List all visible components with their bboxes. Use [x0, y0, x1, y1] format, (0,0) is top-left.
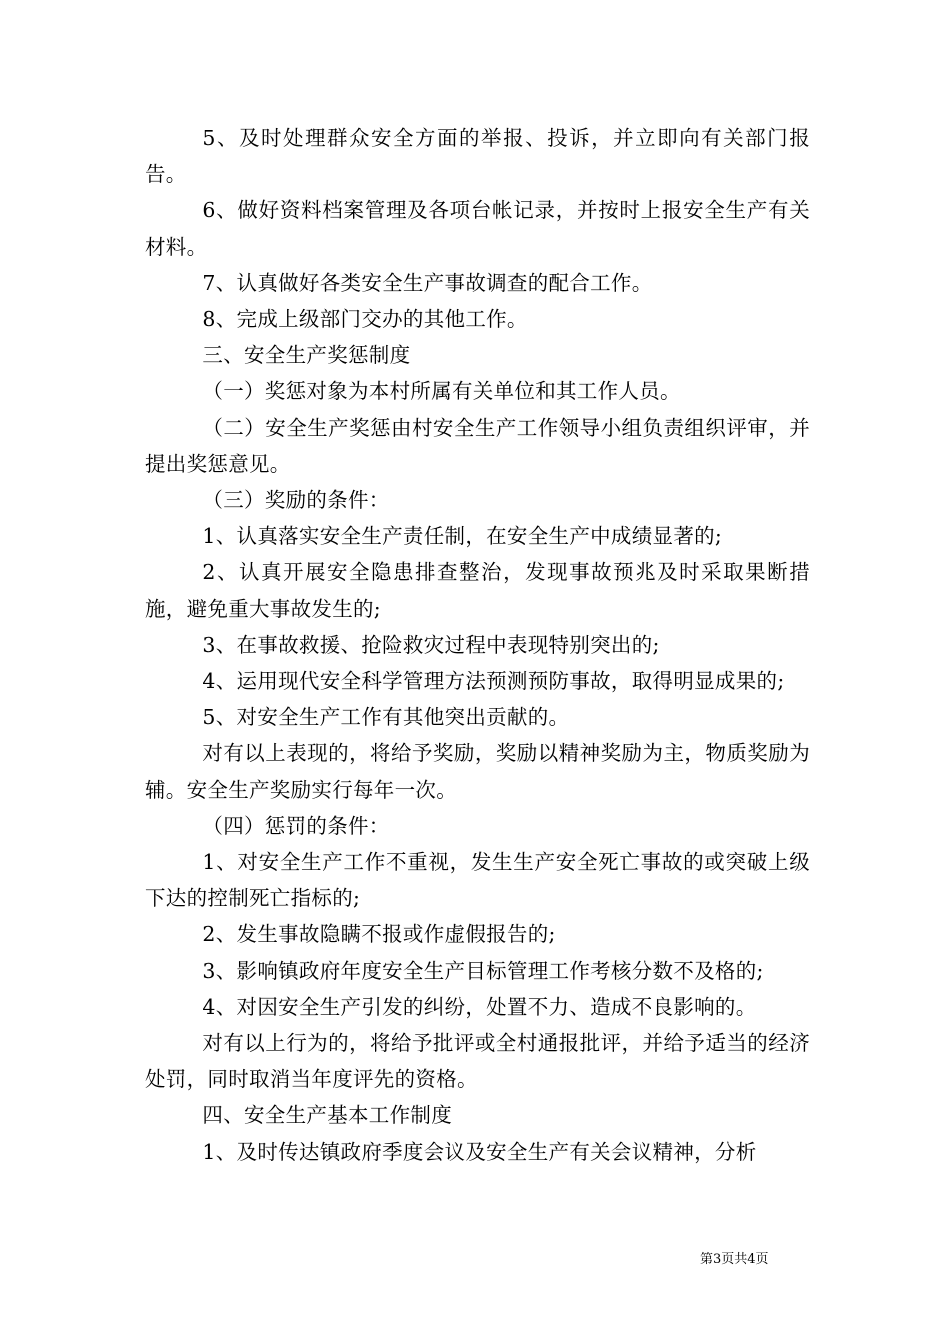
subheading-reward-conditions: （三）奖励的条件： — [202, 488, 390, 513]
paragraph-reward-review: （二）安全生产奖惩由村安全生产工作领导小组负责组织评审，并提出奖惩意见。 — [145, 415, 810, 476]
reward-condition-1: 1、认真落实安全生产责任制，在安全生产中成绩显著的; — [202, 524, 723, 549]
paragraph-item-7-investigation: 7、认真做好各类安全生产事故调查的配合工作。 — [202, 270, 653, 295]
penalty-condition-1: 1、对安全生产工作不重视，发生生产安全死亡事故的或突破上级下达的控制死亡指标的; — [145, 850, 810, 911]
paragraph-item-8-other-work: 8、完成上级部门交办的其他工作。 — [202, 307, 528, 332]
section-heading-reward-penalty: 三、安全生产奖惩制度 — [202, 343, 411, 368]
penalty-condition-4: 4、对因安全生产引发的纠纷，处置不力、造成不良影响的。 — [202, 994, 757, 1019]
subheading-penalty-conditions: （四）惩罚的条件： — [202, 813, 390, 838]
reward-condition-4: 4、运用现代安全科学管理方法预测预防事故，取得明显成果的; — [202, 669, 785, 694]
paragraph-item-6-records: 6、做好资料档案管理及各项台帐记录，并按时上报安全生产有关材料。 — [145, 198, 810, 259]
paragraph-item-5-report: 5、及时处理群众安全方面的举报、投诉，并立即向有关部门报告。 — [145, 126, 810, 187]
penalty-condition-3: 3、影响镇政府年度安全生产目标管理工作考核分数不及格的; — [202, 958, 764, 983]
reward-condition-3: 3、在事故救援、抢险救灾过程中表现特别突出的; — [202, 632, 660, 657]
reward-condition-2: 2、认真开展安全隐患排查整治，发现事故预兆及时采取果断措施，避免重大事故发生的; — [145, 560, 810, 621]
reward-condition-5: 5、对安全生产工作有其他突出贡献的。 — [202, 705, 570, 730]
penalty-condition-2: 2、发生事故隐瞒不报或作虚假报告的; — [202, 922, 556, 947]
document-body — [145, 120, 810, 1170]
section-heading-basic-work: 四、安全生产基本工作制度 — [202, 1103, 452, 1128]
page-number: 第3页共4页 — [700, 1252, 769, 1267]
paragraph-reward-objects: （一）奖惩对象为本村所属有关单位和其工作人员。 — [202, 379, 681, 404]
paragraph-reward-summary: 对有以上表现的，将给予奖励，奖励以精神奖励为主，物质奖励为辅。安全生产奖励实行每年一次。 — [145, 741, 810, 802]
paragraph-penalty-summary: 对有以上行为的，将给予批评或全村通报批评，并给予适当的经济处罚，同时取消当年度评先的资格。 — [145, 1031, 810, 1092]
paragraph-basic-work-1: 1、及时传达镇政府季度会议及安全生产有关会议精神，分析 — [202, 1139, 757, 1164]
